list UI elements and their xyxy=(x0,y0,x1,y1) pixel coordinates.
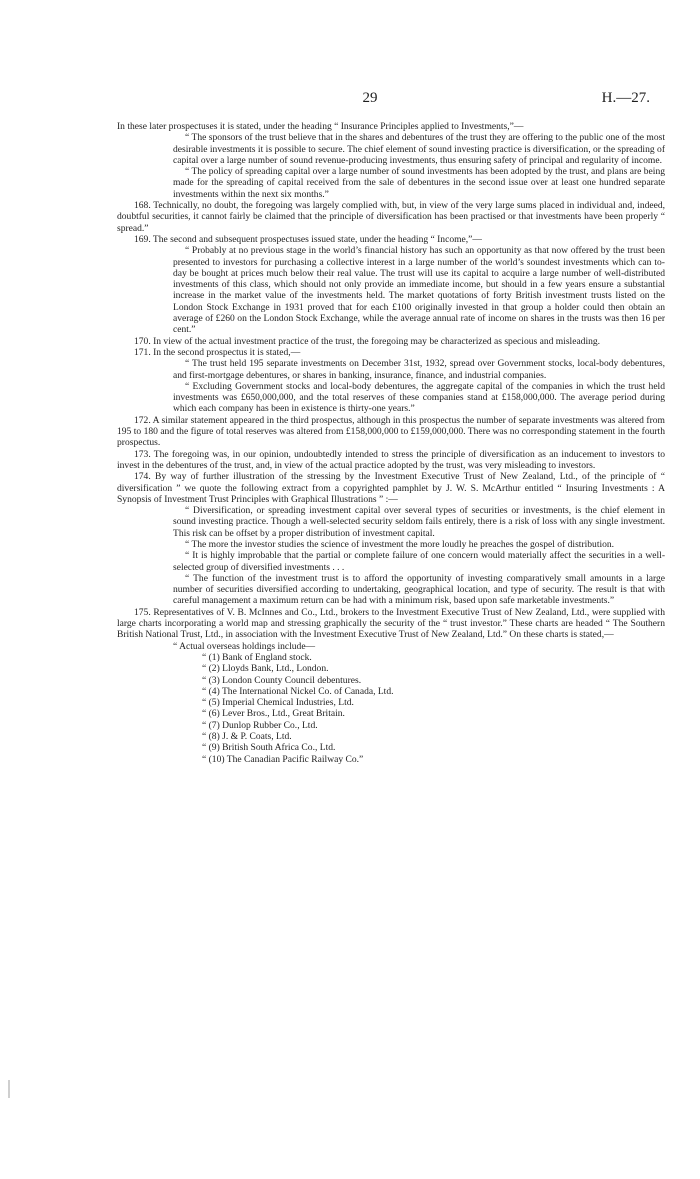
list-item: “ (10) The Canadian Pacific Railway Co.” xyxy=(202,753,364,765)
list-item: “ (3) London County Council debentures. xyxy=(202,674,362,686)
quote-paragraph: “ The trust held 195 separate investments on December 31st, 1932, spread over Government stocks, local-body debentures, and first-mortgage debentures, or shares in banking, insurance, finance, and industrial companies. xyxy=(173,358,665,381)
holdings-heading: “ Actual overseas holdings include— xyxy=(173,640,316,652)
numbered-paragraph-168: 168. Technically, no doubt, the foregoing was largely complied with, but, in view of the very large sums placed in individual and, indeed, doubtful securities, it cannot fairly be claimed that the principle of diversification has been practised or that investments have been properly “ spread.” xyxy=(117,200,665,234)
list-item: “ (6) Lever Bros., Ltd., Great Britain. xyxy=(202,708,345,720)
quote-paragraph: “ The policy of spreading capital over a large number of sound investments has been adopted by the trust, and plans are being made for the spreading of capital received from the sale of debentures in the second issue over at least one hundred separate investments within the next six months.” xyxy=(173,166,665,200)
list-item: “ (5) Imperial Chemical Industries, Ltd. xyxy=(202,697,354,709)
page-number: 29 xyxy=(362,90,378,106)
list-item: “ (1) Bank of England stock. xyxy=(202,651,312,663)
list-item: “ (4) The International Nickel Co. of Canada, Ltd. xyxy=(202,685,394,697)
document-reference: H.—27. xyxy=(601,90,650,106)
list-item: “ (2) Lloyds Bank, Ltd., London. xyxy=(202,663,329,675)
numbered-paragraph-175: 175. Representatives of V. B. McInnes and Co., Ltd., brokers to the Investment Executive Trust of New Zealand, Ltd., were supplied with large charts incorporating a world map and stressing graphically the security of the “ trust investor.” These charts are headed “ The Southern British National Trust, Ltd., in association with the Investment Executive Trust of New Zealand, Ltd.” On these charts is stated,— xyxy=(117,606,665,641)
numbered-paragraph-172: 172. A similar statement appeared in the third prospectus, although in this prospectus the number of separate investments was altered from 195 to 180 and the figure of total reserves was altered from £158,000,000 to £159,000,000. There was no corresponding statement in the fourth prospectus. xyxy=(117,414,665,449)
numbered-paragraph-170: 170. In view of the actual investment practice of the trust, the foregoing may be characterized as specious and misleading. xyxy=(134,335,601,347)
quote-paragraph: “ The more the investor studies the science of investment the more loudly he preaches the gospel of distribution. xyxy=(185,538,615,550)
list-item: “ (9) British South Africa Co., Ltd. xyxy=(202,742,336,754)
numbered-paragraph-173: 173. The foregoing was, in our opinion, undoubtedly intended to stress the principle of diversification as an inducement to investors to invest in the debentures of the trust, and, in view of the actual practice adopted by the trust, was very misleading to investors. xyxy=(117,448,665,471)
quote-paragraph: “ Excluding Government stocks and local-body debentures, the aggregate capital of the companies in which the trust held investments was £650,000,000, and the total reserves of these companies stand at £158,000,000. The average period during which each company has been in existence is thirty-one years.” xyxy=(173,380,665,415)
numbered-paragraph-171: 171. In the second prospectus it is stated,— xyxy=(134,346,301,358)
scan-margin-mark xyxy=(8,1080,10,1098)
list-item: “ (8) J. & P. Coats, Ltd. xyxy=(202,731,292,743)
numbered-paragraph-174: 174. By way of further illustration of the stressing by the Investment Executive Trust of New Zealand, Ltd., of the principle of “ diversification ” we quote the following extract from a copyrighted pamphlet by J. W. S. McArthur entitled “ Insuring Investments : A Synopsis of Investment Trust Principles with Graphical Illustrations ” :— xyxy=(117,471,665,505)
holdings-list xyxy=(173,641,665,765)
numbered-paragraph-169: 169. The second and subsequent prospectuses issued state, under the heading “ Income,”— xyxy=(134,233,482,245)
quote-paragraph: “ Probably at no previous stage in the world’s financial history has such an opportunity as that now offered by the trust been presented to investors for purchasing a collective interest in a large number of the world’s soundest investments which can to-day be bought at prices much below their real value. The trust will use its capital to acquire a large number of well-distributed investments of this class, which should not only provide an immediate income, but should in a few years ensure a substantial increase in the market value of the investments held. The market quotations of forty British investment trusts listed on the London Stock Exchange in 1931 proved that for each £100 originally invested in that group a holder could then obtain an average of £260 on the London Stock Exchange, while the average annual rate of income on shares in the trusts was then 16 per cent.” xyxy=(173,245,665,336)
quote-paragraph: “ It is highly improbable that the partial or complete failure of one concern would materially affect the securities in a well-selected group of diversified investments . . . xyxy=(173,550,665,573)
list-item: “ (7) Dunlop Rubber Co., Ltd. xyxy=(202,719,318,731)
quote-paragraph: “ The sponsors of the trust believe that in the shares and debentures of the trust they are offering to the public one of the most desirable investments it is possible to secure. The chief element of sound investing practice is diversification, or the spreading of capital over a large number of sound revenue-producing investments, thus ensuring safety of principal and regularity of income. xyxy=(173,132,665,166)
body-text xyxy=(117,121,665,765)
intro-paragraph: In these later prospectuses it is stated, under the heading “ Insurance Principles applied to Investments,”— xyxy=(117,121,524,132)
quote-paragraph: “ Diversification, or spreading investment capital over several types of securities or investments, is the chief element in sound investing practice. Though a well-selected security seldom fails entirely, there is a risk of loss with any single investment. This risk can be offset by a proper distribution of investment capital. xyxy=(173,505,665,539)
quote-paragraph: “ The function of the investment trust is to afford the opportunity of investing comparatively small amounts in a large number of securities diversified according to undertaking, geographical location, and type of security. The result is that with careful management a maximum return can be had with a minimum risk, based upon safe marketable investments.” xyxy=(173,572,665,607)
